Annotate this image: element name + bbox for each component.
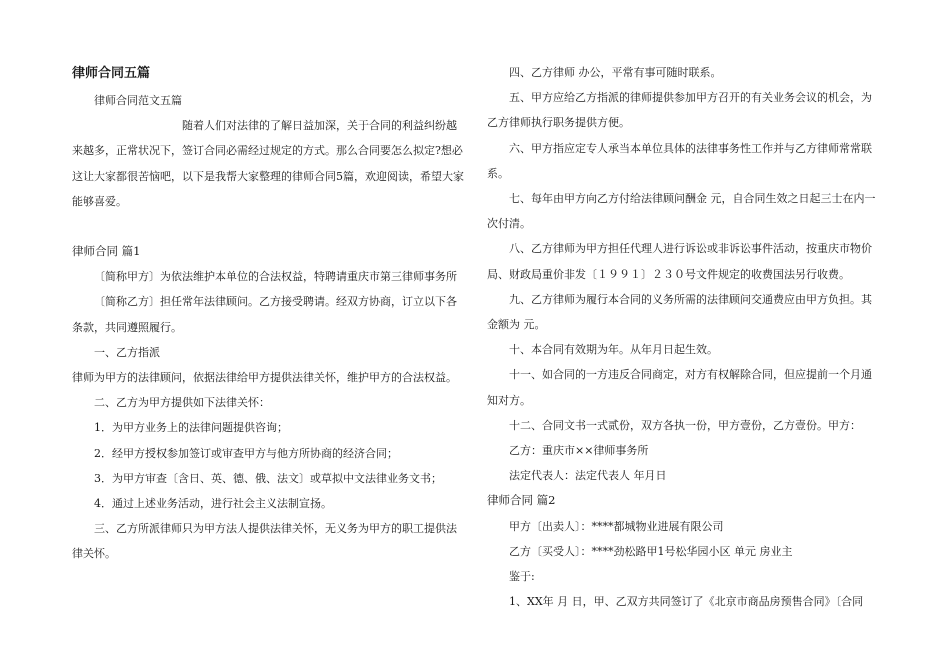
clause-7: 七、每年由甲方向乙方付给法律顾问酬金 元，自合同生效之日起三士在内一次付清。 <box>487 192 876 231</box>
clause-2-item-4: 4．通过上述业务活动，进行社会主义法制宣扬。 <box>94 497 332 511</box>
clause-2-item-3: 3．为甲方审查〔含日、英、德、俄、法文〕或草拟中文法律业务文书； <box>94 471 442 485</box>
section-heading-1: 律师合同 篇1 <box>72 244 141 259</box>
paragraph-party-a: 〔简称甲方〕为依法维护本单位的合法权益，特聘请重庆市第三律师事务所 <box>94 270 457 284</box>
clause-3: 三、乙方所派律师只为甲方法人提供法律关怀，无义务为甲方的职工提供法律关怀。 <box>72 522 457 561</box>
intro-paragraph: 随着人们对法律的了解日益加深，关于合同的利益纠纷越来越多，正常状况下，签订合同必需经过规定的方式。那么合同要怎么拟定?想必这让大家都很苦恼吧，以下是我帮大家整理的律师合同5篇，欢迎阅读，希望大家能够喜爱。 <box>72 119 464 208</box>
clause-5: 五、甲方应给乙方指派的律师提供参加甲方召开的有关业务会议的机会，为乙方律师执行职务提供方便。 <box>487 91 872 130</box>
buyer-line: 乙方〔买受人〕：****劲松路甲1号松华园小区 单元 房业主 <box>509 544 793 558</box>
party-b-signature: 乙方：重庆市××律师事务所 <box>509 444 649 458</box>
clause-2-item-1: 1．为甲方业务上的法律问题提供咨询； <box>94 421 288 435</box>
section-heading-2: 律师合同 篇2 <box>487 493 556 508</box>
clause-11: 十一、如合同的一方违反合同商定，对方有权解除合同，但应提前一个月通知对方。 <box>487 368 872 407</box>
whereas-line: 鉴于: <box>509 570 535 584</box>
clause-1-body: 律师为甲方的法律顾问，依据法律给甲方提供法律关怀，维护甲方的合法权益。 <box>72 371 457 385</box>
clause-1-heading: 一、乙方指派 <box>94 345 160 359</box>
clause-2-item-2: 2．经甲方授权参加签订或审查甲方与他方所协商的经济合同； <box>94 446 398 460</box>
clause-8: 八、乙方律师为甲方担任代理人进行诉讼或非诉讼事件活动，按重庆市物价局、财政局重价非发〔１９９１〕２３０号文件规定的收费国法另行收费。 <box>487 242 872 281</box>
paragraph-party-b: 〔简称乙方〕担任常年法律顾问。乙方接受聘请。经双方协商，订立以下各条款，共同遵照履行。 <box>72 295 457 334</box>
document-title: 律师合同五篇 <box>72 66 151 81</box>
clause-10: 十、本合同有效期为年。从年月日起生效。 <box>509 343 718 357</box>
right-column <box>487 60 879 614</box>
clause-12: 十二、合同文书一式贰份，双方各执一份，甲方壹份，乙方壹份。甲方： <box>509 418 861 432</box>
clause-9: 九、乙方律师为履行本合同的义务所需的法律顾问交通费应由甲方负担。其金额为 元。 <box>487 292 872 332</box>
legal-representative: 法定代表人：法定代表人 年月日 <box>509 469 667 483</box>
seller-line: 甲方〔出卖人〕：****都城物业进展有限公司 <box>509 519 724 533</box>
blank-line <box>72 214 464 239</box>
clause-2-heading: 二、乙方为甲方提供如下法律关怀： <box>94 396 270 410</box>
document-subtitle: 律师合同范文五篇 <box>94 94 182 107</box>
clause-4: 四、乙方律师 办公，平常有事可随时联系。 <box>509 66 722 79</box>
left-column <box>72 60 464 567</box>
clause-6: 六、甲方指应定专人承当本单位具体的法律事务性工作并与乙方律师常常联系。 <box>487 141 872 180</box>
whereas-clause-1: 1、XX年 月 日，甲、乙双方共同签订了《北京市商品房预售合同》〔合同 <box>509 595 864 609</box>
